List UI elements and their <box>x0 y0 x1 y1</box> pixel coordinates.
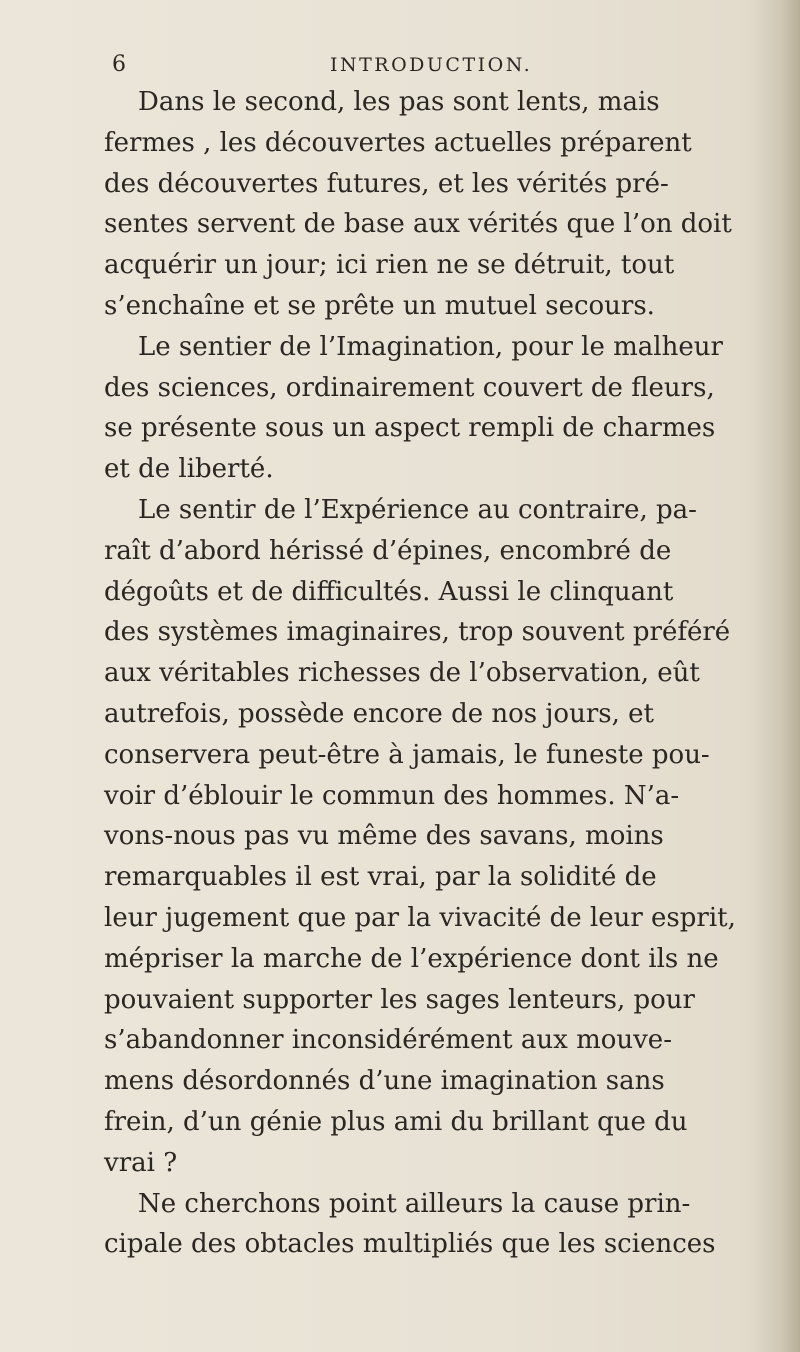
text-line: mens désordonnés d’une imagination sans <box>104 1066 665 1097</box>
text-line: voir d’éblouir le commun des hommes. N’a- <box>104 780 680 811</box>
text-line: se présente sous un aspect rempli de charmes <box>104 413 716 444</box>
text-line: Le sentier de l’Imagination, pour le malheur <box>138 331 723 362</box>
text-line: Dans le second, les pas sont lents, mais <box>138 87 660 117</box>
text-line: s’enchaîne et se prête un mutuel secours. <box>104 290 655 321</box>
text-line: dégoûts et de difficultés. Aussi le clinquant <box>104 576 674 607</box>
text-line: conservera peut-être à jamais, le funeste pou- <box>104 739 710 770</box>
running-header <box>112 52 672 82</box>
text-line: s’abandonner inconsidérément aux mouve- <box>104 1025 672 1056</box>
text-line: remarquables il est vrai, par la solidité de <box>104 862 657 893</box>
text-line: des découvertes futures, et les vérités pré- <box>104 168 669 199</box>
text-line: mépriser la marche de l’expérience dont ils ne <box>104 943 719 974</box>
text-line: aux véritables richesses de l’observation, eût <box>104 658 700 689</box>
text-line: Le sentir de l’Expérience au contraire, pa- <box>138 494 697 525</box>
body-text <box>104 82 736 1265</box>
running-title: INTRODUCTION. <box>330 54 533 76</box>
text-line: acquérir un jour; ici rien ne se détruit, tout <box>104 250 675 281</box>
text-line: fermes , les découvertes actuelles préparent <box>104 127 692 158</box>
text-line: Ne cherchons point ailleurs la cause prin- <box>138 1188 691 1219</box>
page-edge-shadow <box>752 0 800 1352</box>
text-line: pouvaient supporter les sages lenteurs, pour <box>104 984 695 1015</box>
text-line: vrai ? <box>104 1147 178 1178</box>
text-line: cipale des obtacles multipliés que les sciences <box>104 1229 716 1260</box>
text-line: et de liberté. <box>104 454 274 485</box>
text-line: frein, d’un génie plus ami du brillant que du <box>104 1106 688 1137</box>
text-line: autrefois, possède encore de nos jours, et <box>104 698 654 729</box>
text-line: vons-nous pas vu même des savans, moins <box>104 821 664 852</box>
page-number: 6 <box>112 52 128 77</box>
text-line: raît d’abord hérissé d’épines, encombré de <box>104 535 672 566</box>
text-line: sentes servent de base aux vérités que l’on doit <box>104 209 732 240</box>
text-line: des systèmes imaginaires, trop souvent préféré <box>104 617 731 648</box>
text-line: des sciences, ordinairement couvert de fleurs, <box>104 372 715 403</box>
text-line: leur jugement que par la vivacité de leur esprit, <box>104 902 736 933</box>
